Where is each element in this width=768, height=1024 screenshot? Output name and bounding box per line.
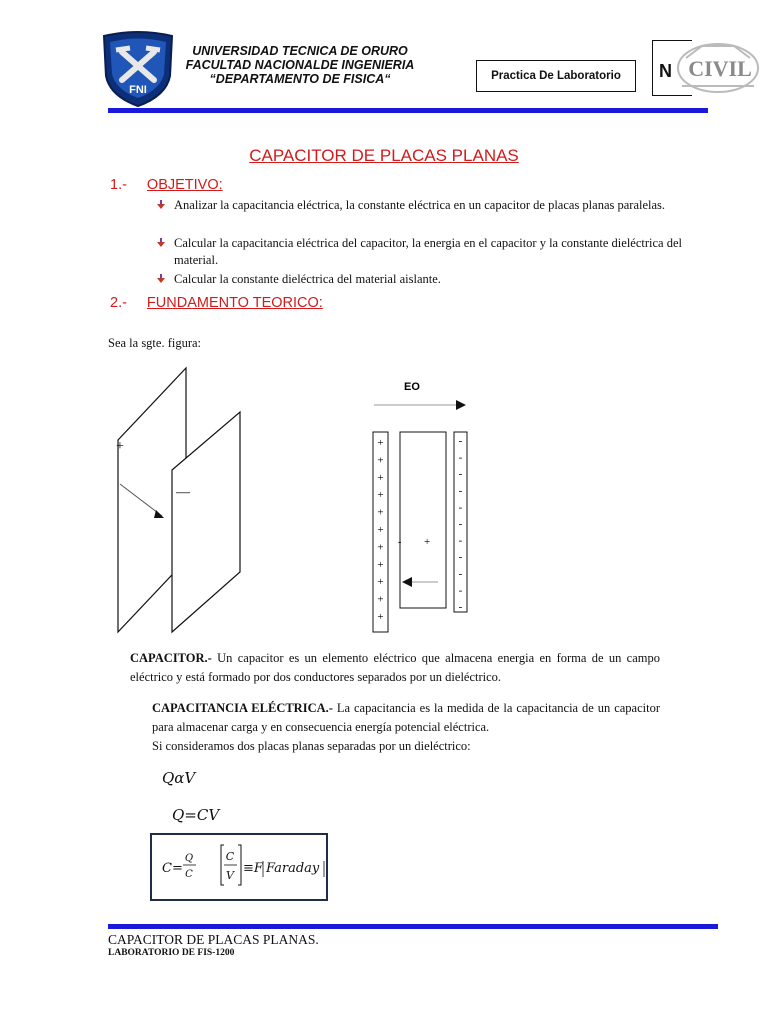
positive-charge-sign: + xyxy=(377,437,384,449)
field-label: EO xyxy=(404,381,420,393)
plate-minus-label: — xyxy=(176,485,190,500)
negative-charge-sign: - xyxy=(458,435,463,447)
fni-shield-logo xyxy=(100,30,176,108)
field-direction-arrow-icon xyxy=(456,400,466,410)
negative-charge-sign: - xyxy=(458,534,463,547)
objective-text-3: Calcular la constante dieléctrica del material aislante. xyxy=(174,272,441,286)
section2-title: FUNDAMENTO TEORICO: xyxy=(146,295,323,311)
objective-bullet-2 xyxy=(156,235,684,269)
practice-label: Practica De Laboratorio xyxy=(491,70,621,82)
bullet-arrow-icon xyxy=(156,274,166,284)
negative-charge-sign: - xyxy=(458,484,463,497)
civil-logo xyxy=(672,40,762,100)
positive-charge-sign: + xyxy=(377,454,384,467)
section2-number: 2.- xyxy=(110,295,127,311)
footer-divider xyxy=(108,924,718,929)
capacitor-figure xyxy=(100,360,520,640)
institution-header xyxy=(180,44,420,86)
negative-charge-sign: - xyxy=(458,501,463,514)
faculty-name: FACULTAD NACIONALDE INGENIERIA xyxy=(185,58,415,72)
negative-charge-sign: - xyxy=(458,518,463,530)
bullet-arrow-icon xyxy=(156,200,166,210)
negative-charge-sign: - xyxy=(458,567,463,580)
positive-charge-sign: + xyxy=(377,489,384,502)
capacitancia-term: CAPACITANCIA ELÉCTRICA.- xyxy=(152,701,333,715)
capacitancia-text: La capacitancia es la medida de la capacitancia de un capacitor para almacenar carga y en consecuencia energía potencial eléctrica. xyxy=(152,701,661,734)
equation-q-cv: Q=CV xyxy=(172,806,220,824)
capacitance-formula xyxy=(152,835,326,899)
footer-title: CAPACITOR DE PLACAS PLANAS. xyxy=(108,932,319,947)
negative-charge-sign: - xyxy=(458,468,463,481)
unit-numerator: C xyxy=(225,850,235,863)
unit-equivalence: ≡F xyxy=(243,861,263,876)
figure-intro: Sea la sgte. figura: xyxy=(108,336,202,350)
objective-text-1: Analizar la capacitancia eléctrica, la constante eléctrica en un capacitor de placas planas paralelas. xyxy=(174,198,666,212)
negative-charge-sign: - xyxy=(458,451,463,464)
negative-charge-sign: - xyxy=(458,584,463,597)
objective-bullet-1 xyxy=(156,197,684,214)
positive-charge-sign: + xyxy=(377,471,384,484)
positive-charge-sign: + xyxy=(377,506,384,519)
header-divider xyxy=(108,108,708,113)
capacitancia-definition xyxy=(152,699,660,756)
negative-charge-sign: - xyxy=(458,601,463,613)
practice-label-box xyxy=(476,60,636,92)
objective-bullet-3 xyxy=(156,271,684,288)
section1-title: OBJETIVO: xyxy=(146,177,223,193)
unit-denominator: V xyxy=(226,869,234,882)
dielectric-plus: + xyxy=(424,536,431,548)
polarization-arrow-icon xyxy=(402,577,412,587)
positive-charge-sign: + xyxy=(377,541,384,554)
capacitor-term: CAPACITOR.- xyxy=(130,651,212,665)
number-label: N xyxy=(659,61,672,81)
positive-charge-sign: + xyxy=(377,593,384,606)
plate-plus-label: + xyxy=(116,439,124,454)
formula-numerator: Q xyxy=(184,853,194,864)
capacitor-text: Un capacitor es un elemento eléctrico que almacena energia en forma de un campo eléctrico y está formado por dos conductores separados por un dieléctrico. xyxy=(130,651,660,684)
university-name: UNIVERSIDAD TECNICA DE ORURO xyxy=(192,44,408,58)
capacitor-definition xyxy=(130,649,660,687)
formula-lhs: C= xyxy=(162,861,183,876)
section2-heading xyxy=(110,294,323,312)
positive-charge-sign: + xyxy=(377,558,384,571)
back-plate xyxy=(172,412,240,632)
bullet-arrow-icon xyxy=(156,238,166,248)
section1-heading xyxy=(110,176,223,194)
equation-proportional: QαV xyxy=(162,769,196,787)
positive-charge-sign: + xyxy=(377,576,384,589)
capacitancia-line2: Si consideramos dos placas planas separadas por un dieléctrico: xyxy=(152,739,471,753)
positive-charge-sign: + xyxy=(377,524,384,536)
footer-subtitle: LABORATORIO DE FIS-1200 xyxy=(108,948,235,958)
unit-name: Faraday xyxy=(266,861,320,876)
section1-number: 1.- xyxy=(110,177,127,193)
positive-charge-sign: + xyxy=(377,611,384,623)
page-title: CAPACITOR DE PLACAS PLANAS xyxy=(249,146,519,165)
negative-charge-sign: - xyxy=(458,551,463,564)
objective-text-2: Calcular la capacitancia eléctrica del capacitor, la energia en el capacitor y la constante dieléctrica del material. xyxy=(174,236,682,267)
capacitance-formula-box xyxy=(150,833,328,901)
fni-logo-text: FNI xyxy=(129,84,147,96)
civil-logo-text: CIVIL xyxy=(688,56,752,81)
dielectric-minus: - xyxy=(398,537,402,548)
formula-denominator: C xyxy=(185,869,193,880)
department-name: “DEPARTAMENTO DE FISICA“ xyxy=(209,72,391,86)
